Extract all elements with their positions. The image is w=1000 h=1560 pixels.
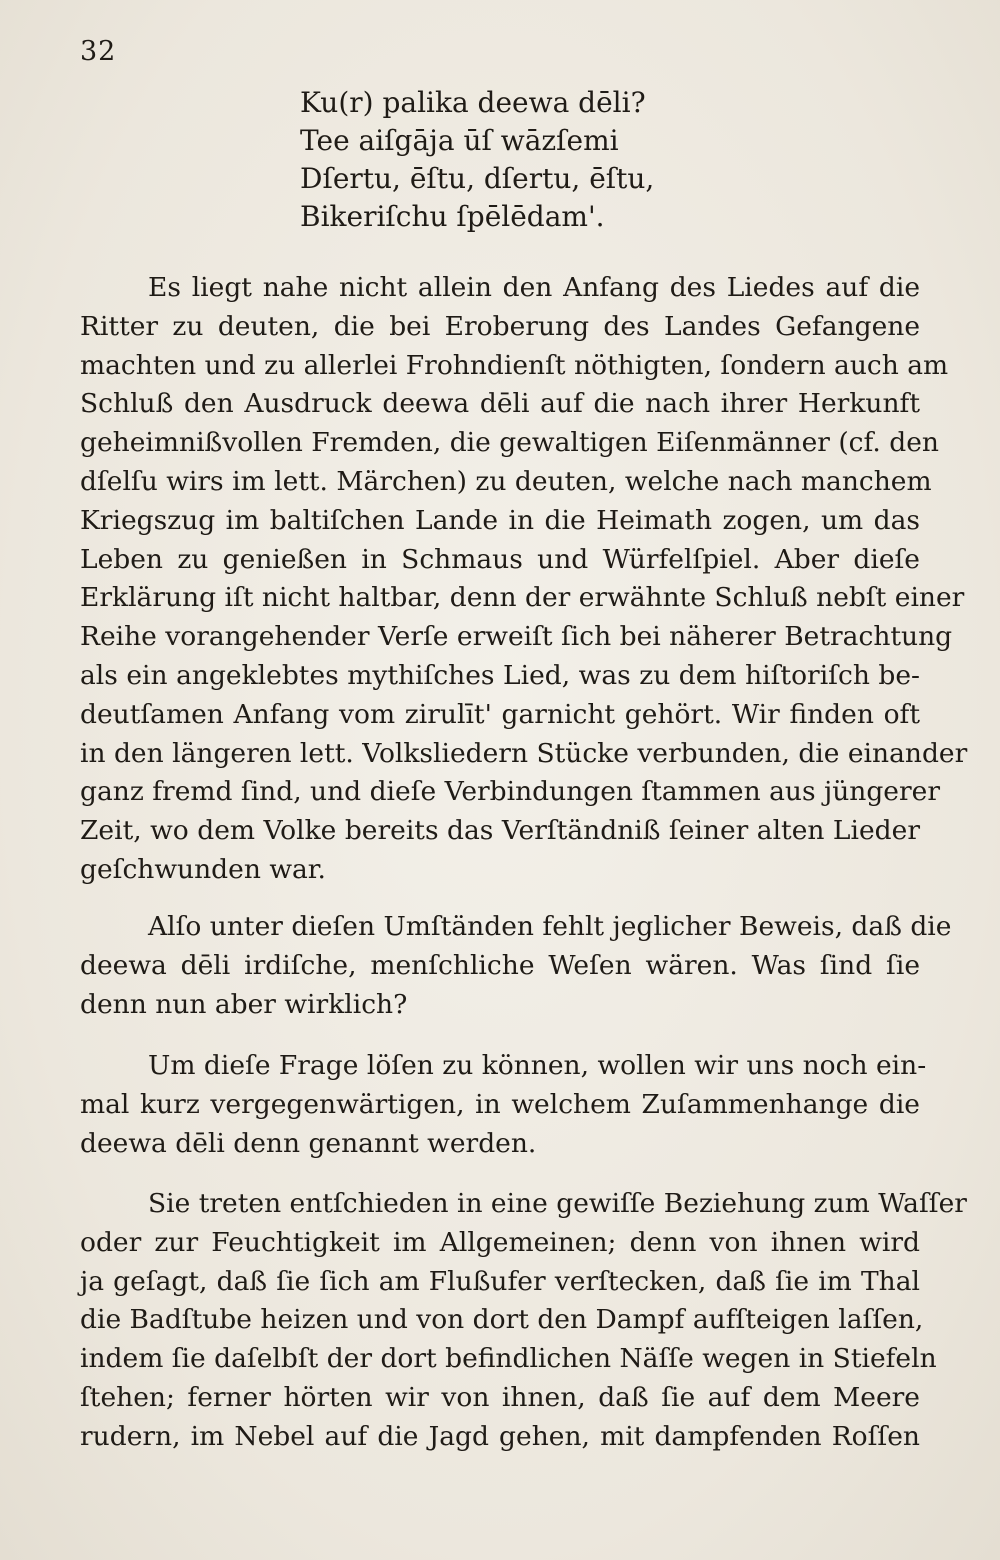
text-line: Alſo unter dieſen Umſtänden fehlt jeglicher Beweis, daß die: [148, 911, 952, 942]
text-line: mal kurz vergegenwärtigen, in welchem Zuſammenhange die: [80, 1088, 920, 1120]
text-line: Reihe vorangehender Verſe erweiſt ſich bei näherer Betrachtung: [80, 621, 953, 653]
paragraph-2: [80, 908, 952, 1024]
text-line: Kriegszug im baltiſchen Lande in die Heimath zogen, um das: [80, 504, 920, 536]
text-line: dſelſu wirs im lett. Märchen) zu deuten, welche nach manchem: [80, 465, 932, 497]
text-line: deutſamen Anfang vom zirulīt' garnicht gehört. Wir finden oft: [80, 698, 920, 730]
text-line: Leben zu genießen in Schmaus und Würfelſpiel. Aber dieſe: [80, 543, 920, 575]
text-line: deewa dēli irdiſche, menſchliche Weſen wären. Was ſind ſie: [80, 949, 920, 981]
text-line: ganz fremd ſind, und dieſe Verbindungen ſtammen aus jüngerer: [80, 776, 940, 808]
text-line: die Badſtube heizen und von dort den Dampf aufſteigen laſſen,: [80, 1304, 924, 1336]
text-line: als ein angeklebtes mythiſches Lied, was zu dem hiſtoriſch be-: [80, 659, 920, 691]
text-line: deewa dēli denn genannt werden.: [80, 1127, 537, 1159]
text-line: Um dieſe Frage löſen zu können, wollen wir uns noch ein-: [148, 1050, 927, 1081]
text-line: Es liegt nahe nicht allein den Anfang des Liedes auf die: [148, 272, 920, 303]
text-line: ja geſagt, daß ſie ſich am Flußufer verſtecken, daß ſie im Thal: [80, 1265, 920, 1297]
text-line: geſchwunden war.: [80, 853, 326, 885]
verse-block: [300, 84, 920, 236]
verse-line: Dſertu, ēſtu, dſertu, ēſtu,: [300, 162, 655, 195]
text-line: denn nun aber wirklich?: [80, 988, 408, 1020]
page-number: 32: [80, 36, 117, 67]
text-line: rudern, im Nebel auf die Jagd gehen, mit dampfenden Roſſen: [80, 1420, 920, 1452]
text-line: in den längeren lett. Volksliedern Stücke verbunden, die einander: [80, 737, 968, 769]
paragraph-4: [80, 1185, 967, 1457]
text-line: indem ſie daſelbſt der dort befindlichen Näſſe wegen in Stiefeln: [80, 1343, 937, 1375]
text-line: Schluß den Ausdruck deewa dēli auf die nach ihrer Herkunft: [80, 388, 920, 420]
paragraph-1: [80, 269, 968, 890]
verse-line: Tee aiſgāja ūſ wāzſemi: [300, 124, 619, 157]
text-line: geheimnißvollen Fremden, die gewaltigen Eiſenmänner (cf. den: [80, 427, 939, 459]
paragraph-3: [80, 1047, 927, 1163]
text-line: ſtehen; ferner hörten wir von ihnen, daß ſie auf dem Meere: [80, 1381, 920, 1413]
text-line: machten und zu allerlei Frohndienſt nöthigten, ſondern auch am: [80, 349, 949, 381]
text-line: Sie treten entſchieden in eine gewiſſe Beziehung zum Waſſer: [148, 1188, 967, 1219]
text-line: Erklärung iſt nicht haltbar, denn der erwähnte Schluß nebſt einer: [80, 582, 965, 614]
text-line: Ritter zu deuten, die bei Eroberung des Landes Gefangene: [80, 310, 920, 342]
text-line: oder zur Feuchtigkeit im Allgemeinen; denn von ihnen wird: [80, 1226, 920, 1258]
verse-line: Bikeriſchu ſpēlēdam'.: [300, 200, 605, 233]
verse-line: Ku(r) palika deewa dēli?: [300, 86, 646, 119]
text-line: Zeit, wo dem Volke bereits das Verſtändniß ſeiner alten Lieder: [80, 815, 920, 847]
